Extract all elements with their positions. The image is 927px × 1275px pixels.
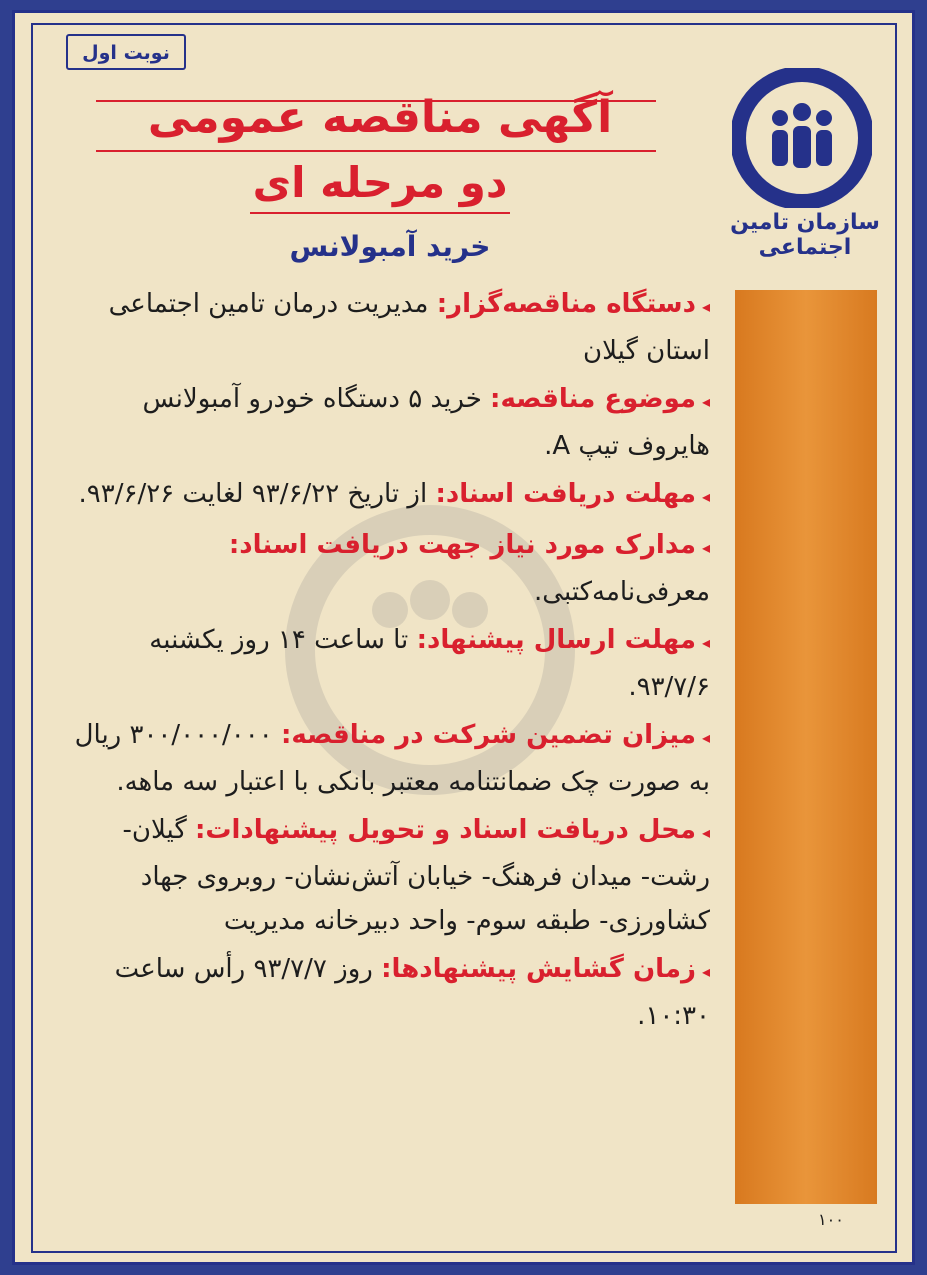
bullet-icon: ◂ [701, 962, 710, 981]
notice-title: آگهی مناقصه عمومی [147, 92, 613, 143]
notice-subtitle: خرید آمبولانس [289, 230, 491, 263]
notice-title-second-line: دو مرحله ای [252, 158, 508, 207]
title-rule-bottom [250, 212, 510, 214]
notice-item [70, 472, 710, 519]
page-number: ۱۰۰ [818, 1210, 844, 1229]
item-value: مدیریت درمان تامین اجتماعی استان گیلان [108, 289, 710, 366]
item-value: تا ساعت ۱۴ روز یکشنبه ۹۳/۷/۶. [149, 625, 710, 702]
bullet-icon: ◂ [701, 728, 710, 747]
item-value: روز ۹۳/۷/۷ رأس ساعت ۱۰:۳۰. [114, 954, 710, 1031]
item-label: مهلت دریافت اسناد: [435, 479, 696, 509]
item-label: موضوع مناقصه: [490, 384, 696, 414]
item-label: میزان تضمین شرکت در مناقصه: [280, 720, 696, 750]
bullet-icon: ◂ [701, 823, 710, 842]
item-value: از تاریخ ۹۳/۶/۲۲ لغایت ۹۳/۶/۲۶. [78, 479, 428, 509]
decorative-orange-band [735, 290, 877, 1204]
item-label: مهلت ارسال پیشنهاد: [416, 625, 696, 655]
item-label: محل دریافت اسناد و تحویل پیشنهادات: [194, 815, 696, 845]
item-value: گیلان- رشت- میدان فرهنگ- خیابان آتش‌نشان- روبروی جهاد کشاورزی- طبقه سوم- واحد دبیرخانه مدیریت [122, 815, 710, 936]
notice-item [70, 282, 710, 373]
organization-name: سازمان تامین اجتماعی [730, 210, 880, 260]
publication-badge: نوبت اول [66, 34, 186, 70]
notice-item [70, 377, 710, 468]
bullet-icon: ◂ [701, 297, 710, 316]
item-value: خرید ۵ دستگاه خودرو آمبولانس هایروف تیپ A. [142, 384, 710, 461]
bullet-icon: ◂ [701, 633, 710, 652]
item-label: زمان گشایش پیشنهادها: [381, 954, 696, 984]
title-rule-middle [96, 150, 656, 152]
social-security-logo-icon [732, 68, 872, 208]
item-label: مدارک مورد نیاز جهت دریافت اسناد: [228, 530, 696, 560]
notice-item [70, 618, 710, 709]
notice-item [70, 808, 710, 943]
notice-item [70, 947, 710, 1038]
item-value: معرفی‌نامه‌کتبی. [534, 577, 710, 607]
notice-item [70, 523, 710, 614]
bullet-icon: ◂ [701, 487, 710, 506]
bullet-icon: ◂ [701, 392, 710, 411]
notice-item [70, 713, 710, 804]
item-value: ۳۰۰/۰۰۰/۰۰۰ ریال به صورت چک ضمانتنامه معتبر بانکی با اعتبار سه ماهه. [74, 720, 710, 797]
bullet-icon: ◂ [701, 538, 710, 557]
item-label: دستگاه مناقصه‌گزار: [436, 289, 696, 319]
notice-body [70, 282, 710, 1042]
